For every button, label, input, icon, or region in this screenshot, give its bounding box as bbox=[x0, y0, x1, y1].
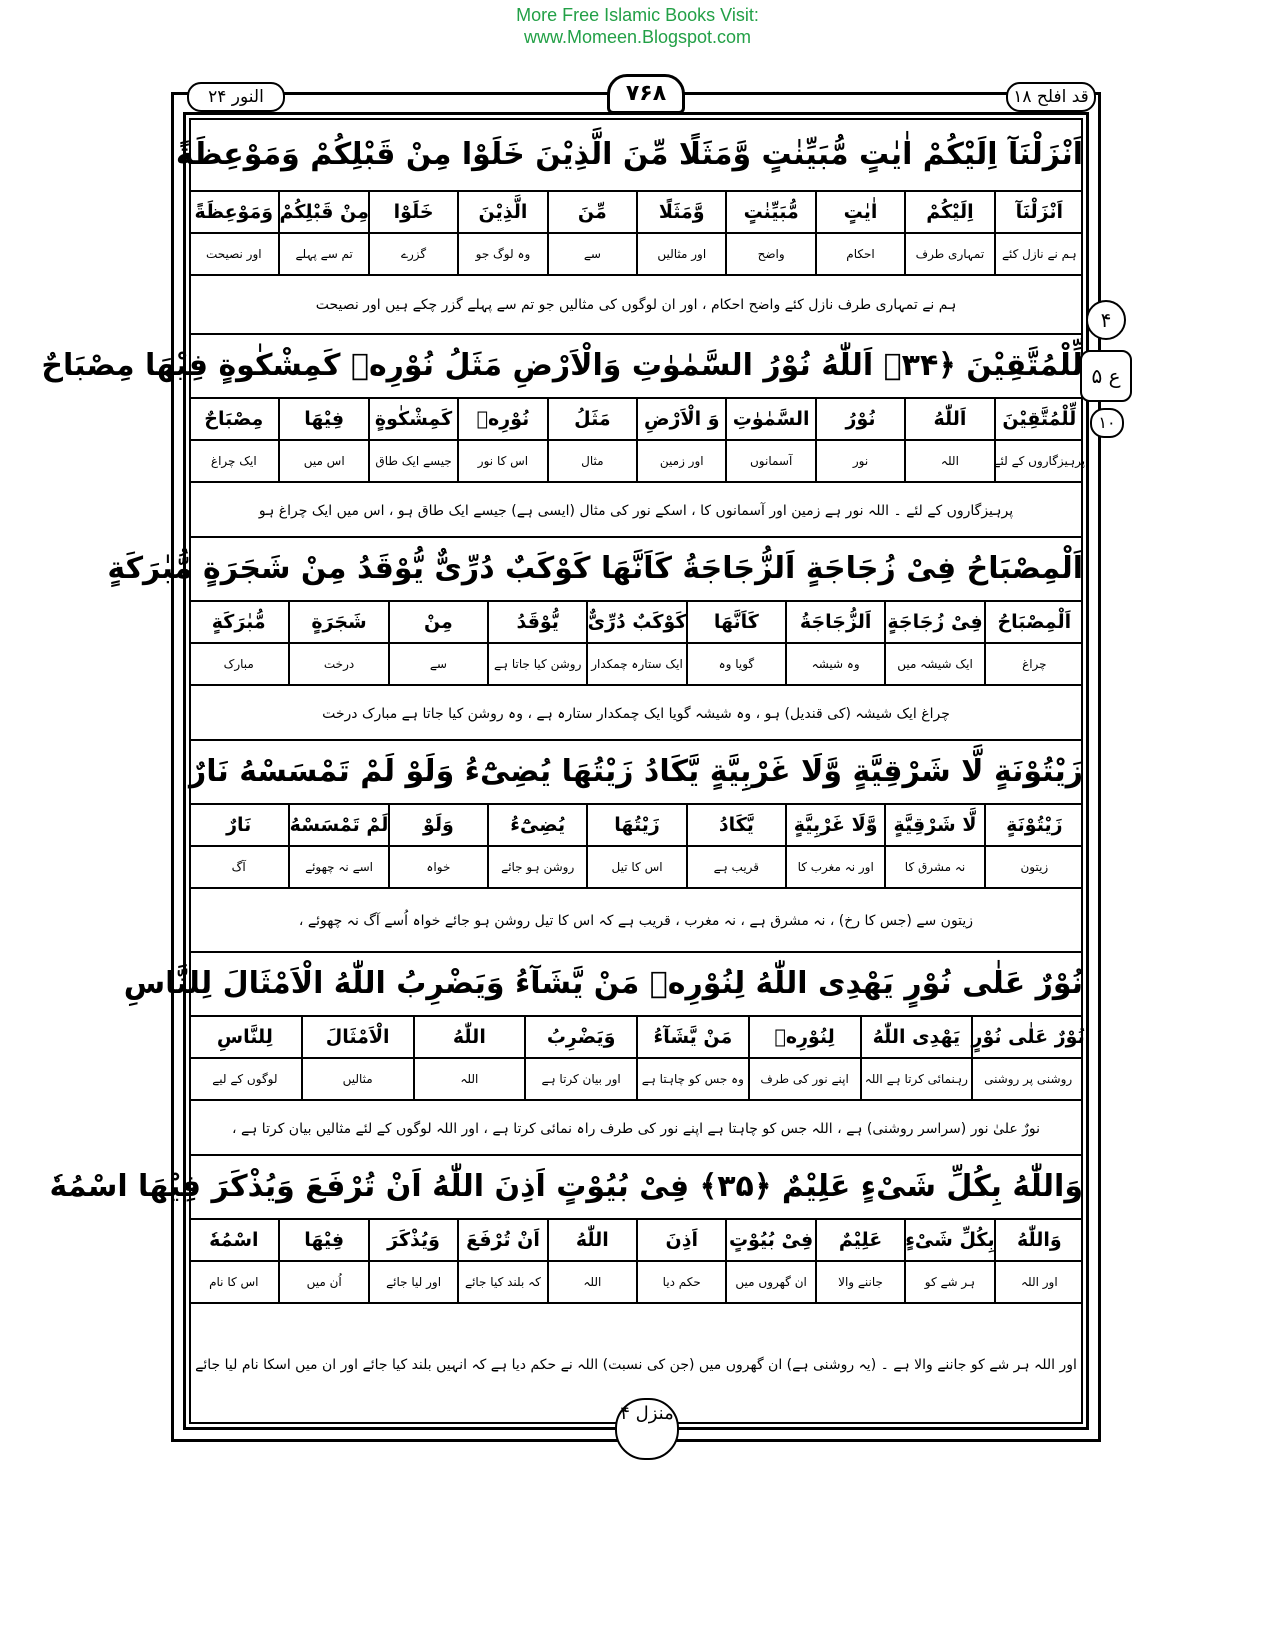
word-cell: اللّٰهُ bbox=[547, 1220, 636, 1260]
meaning-cell: وہ لوگ جو bbox=[457, 234, 546, 274]
side-marker-bottom: ۱۰ bbox=[1090, 408, 1124, 438]
manzil-marker: منزل ۴ bbox=[615, 1398, 679, 1460]
meaning-cell: تمہاری طرف bbox=[904, 234, 993, 274]
meaning-cell: جاننے والا bbox=[815, 1262, 904, 1302]
meaning-cell: خواہ bbox=[388, 847, 487, 887]
banner-line-1: More Free Islamic Books Visit: bbox=[516, 5, 759, 25]
word-cell: اَذِنَ bbox=[636, 1220, 725, 1260]
word-cell: اَلْمِصْبَاحُ bbox=[984, 602, 1083, 642]
translation-line: اور اللہ ہر شے کو جاننے والا ہے ۔ (یہ روشنی ہے) ان گھروں میں (جن کی نسبت) اللہ نے حکم دیا ہے کہ انہیں بلند کیا جائے اور ان میں اسکا نام لیا جائے bbox=[189, 1302, 1083, 1426]
translation-line: ہم نے تمہاری طرف نازل کئے واضح احکام ، اور ان لوگوں کی مثالیں جو تم سے پہلے گزر چکے ہیں اور نصیحت bbox=[189, 274, 1083, 333]
meaning-cell: نہ مشرق کا bbox=[884, 847, 983, 887]
word-row bbox=[189, 190, 1083, 232]
word-cell: كَمِشْكٰوةٍ bbox=[368, 399, 457, 439]
word-cell: الْاَمْثَالَ bbox=[301, 1017, 413, 1057]
word-cell: كَاَنَّهَا bbox=[686, 602, 785, 642]
meaning-cell: گزرے bbox=[368, 234, 457, 274]
meaning-cell: زیتون bbox=[984, 847, 1083, 887]
meaning-cell: اور زمین bbox=[636, 441, 725, 481]
word-cell: اِلَيْكُمْ bbox=[904, 192, 993, 232]
word-cell: السَّمٰوٰتِ bbox=[725, 399, 814, 439]
word-cell: وَيَضْرِبُ bbox=[524, 1017, 636, 1057]
word-cell: نَارٌ bbox=[226, 814, 252, 836]
word-cell: اَللّٰهُ bbox=[904, 399, 993, 439]
word-cell: اَنْ تُرْفَعَ bbox=[457, 1220, 546, 1260]
para-name-label: قد افلح ۱۸ bbox=[1006, 82, 1096, 112]
meaning-cell: اور نہ مغرب کا bbox=[785, 847, 884, 887]
word-cell: شَجَرَةٍ bbox=[288, 602, 387, 642]
meaning-cell: اور نصیحت bbox=[205, 247, 262, 261]
meaning-cell: اس کا نور bbox=[457, 441, 546, 481]
word-cell: كَوْكَبٌ دُرِّىٌّ bbox=[586, 602, 685, 642]
verse-section bbox=[49, 1154, 1083, 1424]
meaning-cell: درخت bbox=[288, 644, 387, 684]
word-cell: يُضِىْٓءُ bbox=[487, 805, 586, 845]
page-number: ۷۶۸ bbox=[607, 74, 685, 114]
word-cell: زَيْتُوْنَةٍ bbox=[984, 805, 1083, 845]
word-cell: فِىْ زُجَاجَةٍ bbox=[884, 602, 983, 642]
meaning-cell: اور مثالیں bbox=[636, 234, 725, 274]
word-cell: وَمَوْعِظَةً bbox=[194, 201, 274, 223]
word-cell: زَيْتُهَا bbox=[586, 805, 685, 845]
meaning-cell: مثال bbox=[547, 441, 636, 481]
word-row bbox=[189, 1218, 1083, 1260]
meaning-row bbox=[189, 232, 1083, 274]
word-cell: اللّٰهُ bbox=[413, 1017, 525, 1057]
arabic-verse-line: وَاللّٰهُ بِكُلِّ شَىْءٍ عَلِيْمٌ ﴿۳۵﴾ فِىْ بُيُوْتٍ اَذِنَ اللّٰهُ اَنْ تُرْفَعَ وَيُذْكَرَ فِيْهَا اسْمُهٗ bbox=[49, 1169, 1083, 1204]
word-cell: مِنْ قَبْلِكُمْ bbox=[278, 192, 367, 232]
translation-line: زیتون سے (جس کا رخ) ، نہ مشرق ہے ، نہ مغرب ، قریب ہے کہ اس کا تیل روشن ہو جائے خواہ اُسے آگ نہ چھوئے ، bbox=[189, 887, 1083, 953]
word-cell: وَاللّٰهُ bbox=[994, 1220, 1083, 1260]
ruku-marker: ع ۵ bbox=[1080, 350, 1132, 402]
meaning-row bbox=[189, 1057, 1083, 1099]
word-cell: لِلنَّاسِ bbox=[216, 1026, 273, 1048]
meaning-cell: روشن کیا جاتا ہے bbox=[487, 644, 586, 684]
meaning-cell: اس کا نام bbox=[209, 1275, 259, 1289]
verse-section bbox=[41, 333, 1086, 536]
meaning-cell: چراغ bbox=[984, 644, 1083, 684]
meaning-cell: تم سے پہلے bbox=[278, 234, 367, 274]
word-cell: يَّكَادُ bbox=[686, 805, 785, 845]
word-row bbox=[189, 397, 1083, 439]
word-cell: نُوْرٌ عَلٰى نُوْرٍ bbox=[971, 1017, 1083, 1057]
meaning-cell: پرہیزگاروں کے لئے bbox=[994, 441, 1083, 481]
meaning-cell: اور اللہ bbox=[994, 1262, 1083, 1302]
meaning-cell: سے bbox=[547, 234, 636, 274]
word-cell: فِيْهَا bbox=[278, 1220, 367, 1260]
meaning-cell: نور bbox=[815, 441, 904, 481]
verse-section bbox=[123, 951, 1085, 1154]
word-cell: مِصْبَاحٌ bbox=[204, 408, 264, 430]
meaning-cell: روشن ہو جائے bbox=[487, 847, 586, 887]
word-cell: مُّبَيِّنٰتٍ bbox=[725, 192, 814, 232]
word-cell: يُّوْقَدُ bbox=[487, 602, 586, 642]
meaning-cell: کہ بلند کیا جائے bbox=[457, 1262, 546, 1302]
meaning-row bbox=[189, 439, 1086, 481]
meaning-cell: قریب ہے bbox=[686, 847, 785, 887]
site-banner[interactable] bbox=[0, 4, 1275, 48]
word-cell: اسْمُهٗ bbox=[209, 1229, 259, 1251]
meaning-cell: اللہ bbox=[413, 1059, 525, 1099]
verse-section bbox=[189, 739, 1083, 951]
arabic-verse-line: نُوْرٌ عَلٰى نُوْرٍ يَهْدِى اللّٰهُ لِنُوْرِهٖ مَنْ يَّشَآءُ وَيَضْرِبُ اللّٰهُ الْاَمْثَالَ لِلنَّاسِ bbox=[123, 966, 1083, 1001]
meaning-cell: آسمانوں bbox=[725, 441, 814, 481]
meaning-cell: وہ جس کو چاہتا ہے bbox=[636, 1059, 748, 1099]
meaning-cell: ایک چراغ bbox=[210, 454, 257, 468]
meaning-cell: لوگوں کے لیے bbox=[212, 1072, 278, 1086]
surah-name-label: النور ۲۴ bbox=[187, 82, 285, 112]
meaning-row bbox=[189, 845, 1083, 887]
word-cell: نُوْرِهٖ bbox=[457, 399, 546, 439]
word-cell: بِكُلِّ شَىْءٍ bbox=[904, 1220, 993, 1260]
meaning-cell: واضح bbox=[725, 234, 814, 274]
side-marker-top: ۴ bbox=[1086, 300, 1126, 340]
meaning-row bbox=[189, 1260, 1083, 1302]
meaning-cell: ان گھروں میں bbox=[725, 1262, 814, 1302]
word-cell: لِّلْمُتَّقِيْنَ bbox=[994, 399, 1083, 439]
word-cell: مَنْ يَّشَآءُ bbox=[636, 1017, 748, 1057]
meaning-row bbox=[189, 642, 1083, 684]
meaning-cell: اس کا تیل bbox=[586, 847, 685, 887]
word-cell: وَّلَا غَرْبِيَّةٍ bbox=[785, 805, 884, 845]
word-cell: اٰيٰتٍ bbox=[815, 192, 904, 232]
word-cell: خَلَوْا bbox=[368, 192, 457, 232]
word-cell: عَلِيْمٌ bbox=[815, 1220, 904, 1260]
word-cell: لَّا شَرْقِيَّةٍ bbox=[884, 805, 983, 845]
word-cell: يَهْدِى اللّٰهُ bbox=[860, 1017, 972, 1057]
verse-section bbox=[175, 120, 1083, 333]
translation-line: چراغ ایک شیشہ (کی قندیل) ہو ، وہ شیشہ گویا ایک چمکدار ستارہ ہے ، وہ روشن کیا جاتا ہے مبارک درخت bbox=[189, 684, 1083, 741]
meaning-cell: وہ شیشہ bbox=[785, 644, 884, 684]
word-cell: وَ الْاَرْضِ bbox=[636, 399, 725, 439]
word-cell: وَلَوْ bbox=[388, 805, 487, 845]
word-cell: وَيُذْكَرَ bbox=[368, 1220, 457, 1260]
word-cell: مِّنَ bbox=[547, 192, 636, 232]
arabic-verse-line: اَنْزَلْنَآ اِلَيْكُمْ اٰيٰتٍ مُّبَيِّنٰتٍ وَّمَثَلًا مِّنَ الَّذِيْنَ خَلَوْا مِنْ قَبْلِكُمْ وَمَوْعِظَةً bbox=[175, 137, 1083, 172]
word-cell: اَنْزَلْنَآ bbox=[994, 192, 1083, 232]
word-cell: لَمْ تَمْسَسْهُ bbox=[288, 805, 387, 845]
meaning-cell: اسے نہ چھوئے bbox=[288, 847, 387, 887]
meaning-cell: سے bbox=[388, 644, 487, 684]
arabic-verse-line: اَلْمِصْبَاحُ فِىْ زُجَاجَةٍ اَلزُّجَاجَةُ كَاَنَّهَا كَوْكَبٌ دُرِّىٌّ يُّوْقَدُ مِنْ شَجَرَةٍ مُّبٰرَكَةٍ bbox=[107, 551, 1083, 586]
meaning-cell: احکام bbox=[815, 234, 904, 274]
meaning-cell: اللہ bbox=[547, 1262, 636, 1302]
meaning-cell: ایک ستارہ چمکدار bbox=[586, 644, 685, 684]
word-row bbox=[189, 600, 1083, 642]
word-cell: لِنُوْرِهٖ bbox=[748, 1017, 860, 1057]
meaning-cell: آگ bbox=[231, 860, 246, 874]
translation-line: نورٌ علیٰ نور (سراسر روشنی) ہے ، اللہ جس کو چاہتا ہے اپنے نور کی طرف راہ نمائی کرتا ہے ، اور اللہ لوگوں کے لئے مثالیں بیان کرتا ہے ، bbox=[189, 1099, 1083, 1156]
meaning-cell: اپنے نور کی طرف bbox=[748, 1059, 860, 1099]
meaning-cell: اُن میں bbox=[278, 1262, 367, 1302]
meaning-cell: اللہ bbox=[904, 441, 993, 481]
word-cell: فِيْهَا bbox=[278, 399, 367, 439]
meaning-cell: اور بیان کرتا ہے bbox=[524, 1059, 636, 1099]
meaning-cell: روشنی پر روشنی bbox=[971, 1059, 1083, 1099]
word-cell: وَّمَثَلًا bbox=[636, 192, 725, 232]
meaning-cell: گویا وہ bbox=[686, 644, 785, 684]
meaning-cell: حکم دیا bbox=[636, 1262, 725, 1302]
meaning-cell: رہنمائی کرتا ہے اللہ bbox=[860, 1059, 972, 1099]
meaning-cell: جیسے ایک طاق bbox=[368, 441, 457, 481]
meaning-cell: ہم نے نازل کئے bbox=[994, 234, 1083, 274]
meaning-cell: مثالیں bbox=[301, 1059, 413, 1099]
word-cell: فِىْ بُيُوْتٍ bbox=[725, 1220, 814, 1260]
meaning-cell: اس میں bbox=[278, 441, 367, 481]
banner-link[interactable]: www.Momeen.Blogspot.com bbox=[523, 27, 752, 47]
verse-section bbox=[107, 536, 1083, 739]
meaning-cell: ہر شے کو bbox=[904, 1262, 993, 1302]
meaning-cell: مبارک bbox=[223, 657, 254, 671]
word-cell: مَثَلُ bbox=[547, 399, 636, 439]
meaning-cell: اور لیا جائے bbox=[368, 1262, 457, 1302]
word-cell: مِنْ bbox=[388, 602, 487, 642]
word-cell: الَّذِيْنَ bbox=[457, 192, 546, 232]
word-row bbox=[189, 803, 1083, 845]
meaning-cell: ایک شیشہ میں bbox=[884, 644, 983, 684]
arabic-verse-line: لِّلْمُتَّقِيْنَ ﴿۳۴﴾ اَللّٰهُ نُوْرُ السَّمٰوٰتِ وَالْاَرْضِ مَثَلُ نُوْرِهٖ كَمِشْكٰوةٍ فِيْهَا مِصْبَاحٌ bbox=[41, 348, 1083, 383]
translation-line: پرہیزگاروں کے لئے ۔ اللہ نور ہے زمین اور آسمانوں کا ، اسکے نور کی مثال (ایسی ہے) جیسے ایک طاق ہو ، اس میں ایک چراغ ہو bbox=[189, 481, 1083, 538]
word-cell: نُوْرُ bbox=[815, 399, 904, 439]
word-cell: مُّبٰرَكَةٍ bbox=[211, 611, 266, 633]
word-row bbox=[189, 1015, 1083, 1057]
arabic-verse-line: زَيْتُوْنَةٍ لَّا شَرْقِيَّةٍ وَّلَا غَرْبِيَّةٍ يَّكَادُ زَيْتُهَا يُضِىْٓءُ وَلَوْ لَمْ تَمْسَسْهُ نَارٌ bbox=[188, 754, 1083, 789]
word-cell: اَلزُّجَاجَةُ bbox=[785, 602, 884, 642]
